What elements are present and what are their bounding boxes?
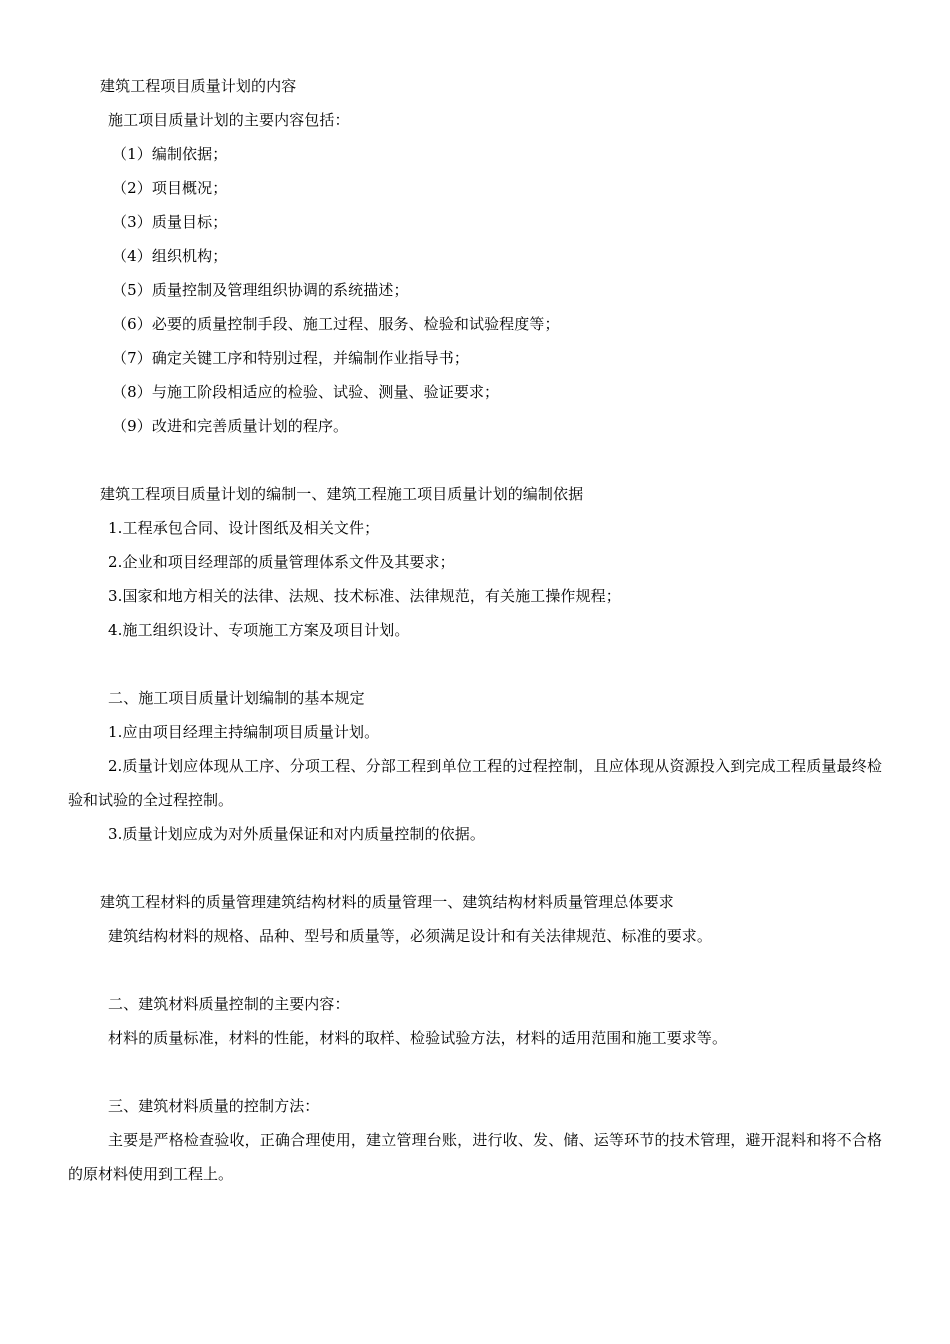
section1-item: （4）组织机构； (112, 247, 228, 265)
section1-item: （3）质量目标； (112, 213, 228, 231)
section3-item: 3.质量计划应成为对外质量保证和对内质量控制的依据。 (108, 825, 485, 843)
section3-item: 2.质量计划应体现从工序、分项工程、分部工程到单位工程的过程控制，且应体现从资源投入到完成工程质量最终检验和试验的全过程控制。 (68, 757, 882, 809)
section4-title: 建筑工程材料的质量管理建筑结构材料的质量管理一、建筑结构材料质量管理总体要求 (100, 893, 674, 911)
section2-title: 建筑工程项目质量计划的编制一、建筑工程施工项目质量计划的编制依据 (100, 485, 584, 503)
section1-item: （6）必要的质量控制手段、施工过程、服务、检验和试验程度等； (112, 315, 560, 333)
section1-item: （7）确定关键工序和特别过程，并编制作业指导书； (112, 349, 469, 367)
section2-item: 3.国家和地方相关的法律、法规、技术标准、法律规范，有关施工操作规程； (108, 587, 621, 605)
section1-item: （8）与施工阶段相适应的检验、试验、测量、验证要求； (112, 383, 500, 401)
section1-item: （2）项目概况； (112, 179, 228, 197)
section2-item: 4.施工组织设计、专项施工方案及项目计划。 (108, 621, 410, 639)
section4-body: 建筑结构材料的规格、品种、型号和质量等，必须满足设计和有关法律规范、标准的要求。 (108, 927, 713, 945)
section2-item: 2.企业和项目经理部的质量管理体系文件及其要求； (108, 553, 455, 571)
section1-item: （1）编制依据； (112, 145, 228, 163)
section1-title: 建筑工程项目质量计划的内容 (100, 77, 297, 95)
section3-title: 二、施工项目质量计划编制的基本规定 (108, 689, 365, 707)
section1-item: （5）质量控制及管理组织协调的系统描述； (112, 281, 409, 299)
section1-intro: 施工项目质量计划的主要内容包括： (108, 111, 350, 129)
section1-item: （9）改进和完善质量计划的程序。 (112, 417, 349, 435)
section6-body: 主要是严格检查验收，正确合理使用，建立管理台账，进行收、发、储、运等环节的技术管理，避开混料和将不合格的原材料使用到工程上。 (68, 1131, 882, 1183)
section3-item: 1.应由项目经理主持编制项目质量计划。 (108, 723, 380, 741)
section6-title: 三、建筑材料质量的控制方法： (108, 1097, 320, 1115)
section5-title: 二、建筑材料质量控制的主要内容： (108, 995, 350, 1013)
section5-body: 材料的质量标准，材料的性能，材料的取样、检验试验方法，材料的适用范围和施工要求等。 (108, 1029, 728, 1047)
section2-item: 1.工程承包合同、设计图纸及相关文件； (108, 519, 380, 537)
